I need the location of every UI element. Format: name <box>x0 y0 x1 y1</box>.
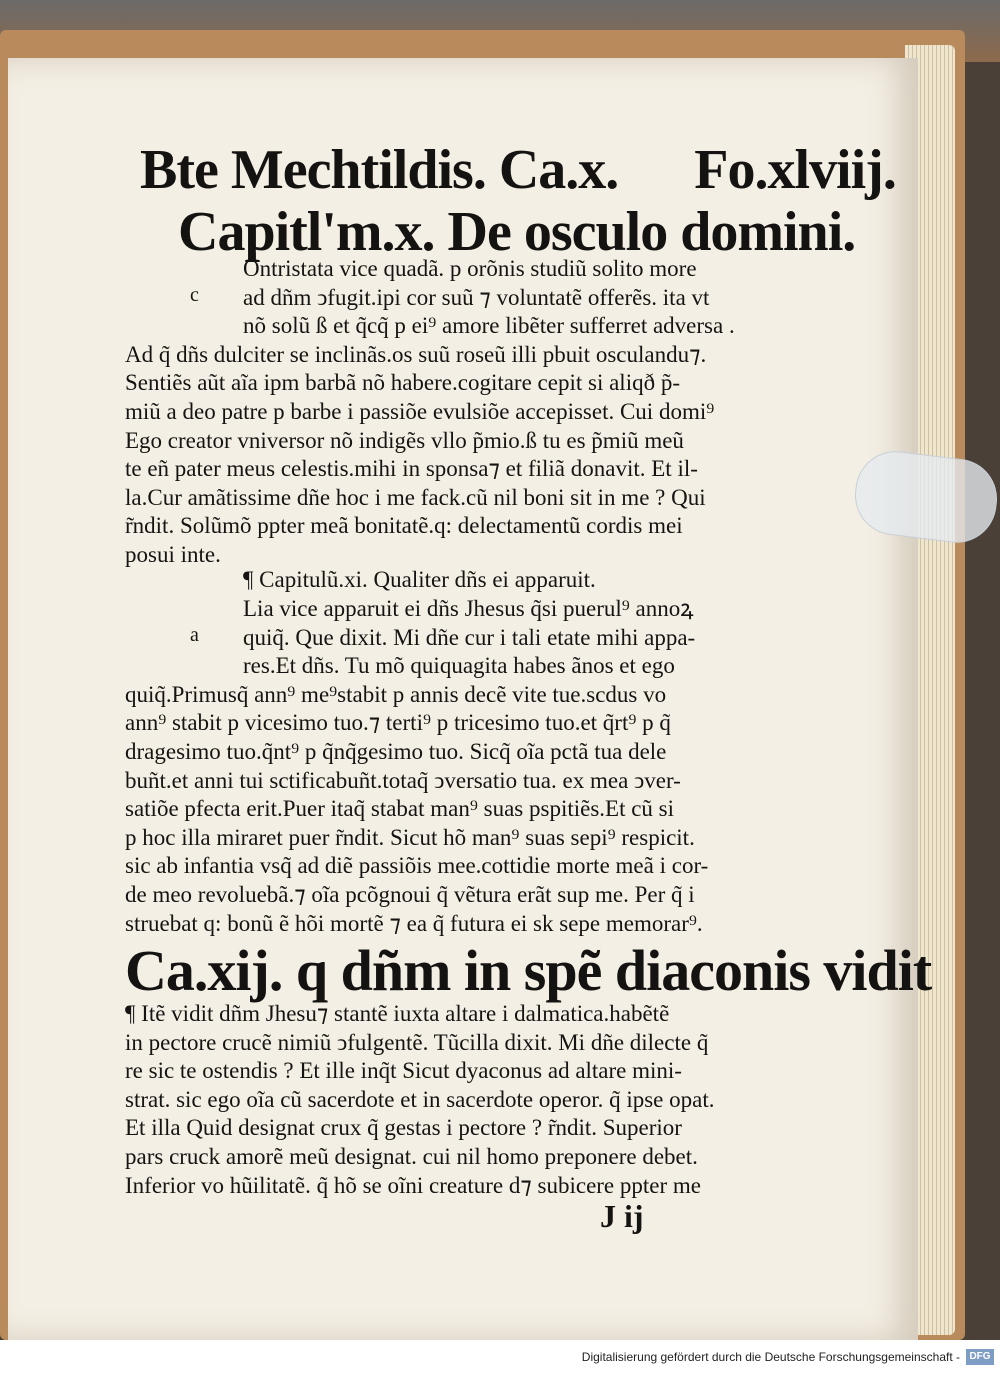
text-line: in pectore crucẽ nimiũ ↄfulgentẽ. Tũcilla dixit. Mi dñe dilecte q̃ <box>125 1029 709 1055</box>
text-line: re sic te ostendis ? Et ille inq̃t Sicut dyaconus ad altare mini- <box>125 1058 682 1084</box>
text-line: sic ab infantia vsq̃ ad diẽ passiõis mee.cottidie morte meã i cor- <box>125 853 709 879</box>
chapter-x-title: Capitl'm.x. De osculo domini. <box>178 201 856 263</box>
text-line: Ego creator vniversor nõ indigẽs vllo p̃mio.ß tu es p̃miũ meũ <box>125 427 684 453</box>
text-line: te eñ pater meus celestis.mihi in sponsa⁊ et filiã donavit. Et il- <box>125 456 698 482</box>
text-line: Et illa Quid designat crux q̃ gestas i pectore ? r̃ndit. Superior <box>125 1115 682 1141</box>
text-line: quiq̃.Primusq̃ ann⁹ me⁹stabit p annis decẽ vite tue.scdus vo <box>125 681 667 707</box>
text-line: struebat q: bonũ ẽ hõi mortẽ ⁊ ea q̃ futura ei sk sepe memorar⁹. <box>125 910 703 936</box>
text-line: de meo revoluebã.⁊ oĩa pcõgnoui q̃ vẽtura erãt sup me. Per q̃ i <box>125 881 695 907</box>
text-line: satiõe pfecta erit.Puer itaq̃ stabat man⁹ suas pspitiẽs.Et cũ si <box>125 796 675 822</box>
initial-a: a <box>190 624 199 646</box>
footer-bar <box>0 1340 1000 1376</box>
folio-number: Fo.xlviij. <box>694 139 896 201</box>
running-header-left: Bte Mechtildis. Ca.x. <box>140 139 619 201</box>
initial-c: c <box>190 284 199 306</box>
footer-credit: Digitalisierung gefördert durch die Deutsche Forschungsgemeinschaft - <box>581 1350 960 1364</box>
chapter-xii-title: Ca.xij. q dñm in spẽ diaconis vidit <box>125 938 932 1003</box>
running-header <box>140 138 896 202</box>
text-line: r̃ndit. Solũmõ ppter meã bonitatẽ.q: delectamentũ cordis mei <box>125 513 683 539</box>
text-line: Ontristata vice quadã. p orõnis studiũ solito more <box>243 256 697 281</box>
text-line: ad dñm ↄfugit.ipi cor suũ ⁊ voluntatẽ offerẽs. ita vt <box>243 284 710 310</box>
chapter-xi-text <box>125 595 775 938</box>
text-line: miũ a deo patre p barbe i passiõe evulsiõe accepisset. Cui domi⁹ <box>125 398 715 424</box>
text-line: quiq̃. Que dixit. Mi dñe cur i tali etate mihi appa- <box>243 624 696 650</box>
text-line: ann⁹ stabit p vicesimo tuo.⁊ terti⁹ p tricesimo tuo.et q̃rt⁹ p q̃ <box>125 710 671 736</box>
chapter-xi-heading: ¶ Capitulũ.xi. Qualiter dñs ei apparuit. <box>243 567 596 592</box>
chapter-x-text <box>125 255 775 570</box>
chapter-xi-heading-block <box>125 566 775 595</box>
text-line: dragesimo tuo.q̃nt⁹ p q̃nq̃gesimo tuo. Sicq̃ oĩa pctã tua dele <box>125 738 667 764</box>
text-line: la.Cur amãtissime dñe hoc i me fack.cũ nil boni sit in me ? Qui <box>125 484 706 510</box>
signature-mark: J ij <box>600 1198 644 1234</box>
text-line: Ad q̃ dñs dulciter se inclinãs.os suũ roseũ illi pbuit osculandu⁊. <box>125 341 707 367</box>
text-line: res.Et dñs. Tu mõ quiquagita habes ãnos et ego <box>243 653 675 679</box>
text-line: pars cruck amorẽ meũ designat. cui nil homo preponere debet. <box>125 1143 698 1169</box>
text-line: ¶ Itẽ vidit dñm Jhesu⁊ stantẽ iuxta altare i dalmatica.habẽtẽ <box>125 1001 670 1026</box>
dfg-logo: DFG <box>966 1349 994 1365</box>
text-line: Sentiẽs aũt aĩa ipm barbã nõ habere.cogitare cepit si aliqð p̃- <box>125 370 680 396</box>
text-line: strat. sic ego oĩa cũ sacerdote et in sacerdote operor. q̃ ipse opat. <box>125 1086 715 1112</box>
chapter-xii-text <box>125 1000 775 1200</box>
text-line: nõ solũ ß et q̃cq̃ p ei⁹ amore libẽter sufferret adversa . <box>243 313 735 339</box>
text-line: Inferior vo hũilitatẽ. q̃ hõ se oĩni creature d⁊ subicere ppter me <box>125 1172 701 1198</box>
text-line: Lia vice apparuit ei dñs Jhesus q̃si puerul⁹ annoꝝ <box>243 596 694 621</box>
text-line: p hoc illa miraret puer r̃ndit. Sicut hõ man⁹ suas sepi⁹ respicit. <box>125 824 695 850</box>
text-line: buñt.et anni tui sctificabuñt.totaq̃ ↄversatio tua. ex mea ↄver- <box>125 767 681 793</box>
text-line: posui inte. <box>125 541 221 567</box>
